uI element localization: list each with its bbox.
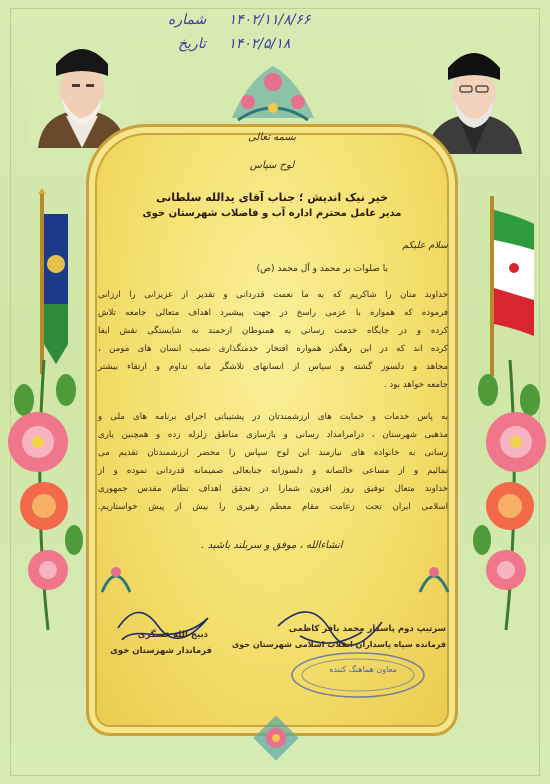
- right-corner-ornament-icon: [414, 556, 454, 600]
- body-line: نمائیم و از مساعی خالصانه و دلسوزانه جنابعالی صمیمانه قدردانی نموده و از: [98, 466, 448, 476]
- salawat: با صلوات بر محمد و آل محمد (ص): [256, 264, 388, 274]
- body-line: مذهبی شهرستان ، درامرامداد رسانی و بازسازی مناطق زلزله زده و همچنین یاری: [98, 430, 448, 440]
- body-line: اسلامی ایران تحت زعامت مقام معظم رهبری را بیش از پیش خواستاریم.: [98, 502, 448, 512]
- recipient-honorific: خیر نیک اندیش ؛ جناب آقای یدالله سلطانی: [155, 191, 389, 204]
- body-line: به پاس خدمات و حمایت های ارزشمندتان در پشتیبانی اجرای برنامه های ملی و: [98, 412, 448, 422]
- top-ornament-icon: [218, 60, 328, 134]
- letter-date-label: تاریخ: [178, 36, 206, 52]
- body-line: جامعه خواهد بود .: [383, 380, 448, 390]
- body-line: رسانی به خانواده های نیازمند این لوح سپاس را محضر ارزشمندتان تقدیم می: [98, 448, 448, 458]
- signature-left-icon: [108, 588, 228, 652]
- greeting: سلام علیکم: [402, 240, 448, 251]
- letter-number-value: ۱۴۰۲/۱۱/۸/۶۶: [228, 12, 311, 28]
- body-line: خداوند منان را شاکریم که به ما نعمت قدردانی و تقدیر از عزیزانی را ارزانی: [98, 290, 448, 300]
- stamp-text: معاون هماهنگ کننده: [329, 665, 397, 674]
- signatory-left-title: فرماندار شهرستان خوی: [110, 646, 212, 656]
- iran-flag-icon: [484, 196, 544, 380]
- letter-date-value: ۱۴۰۲/۵/۱۸: [228, 36, 291, 52]
- signatory-left-name: ذبیح الله عسگری: [137, 630, 208, 640]
- closing-wish: انشاءالله ، موفق و سربلند باشید .: [201, 540, 343, 551]
- recipient-position: مدیر عامل محترم اداره آب و فاضلاب شهرستان خوی: [142, 208, 402, 219]
- signatory-right-title: فرمانده سپاه پاسداران انقلاب اسلامی شهرستان خوی: [231, 640, 446, 649]
- basmala: بسمه تعالی: [247, 132, 297, 143]
- body-line: مجاهد و دلسوز گشته و سپاس از انسانهای تلاشگر مایه تداوم و ارتقاء بیشتر: [98, 362, 448, 372]
- irgc-flag-icon: [14, 194, 74, 378]
- certificate-title: لوح سپاس: [249, 160, 295, 171]
- letter-number: [168, 12, 310, 28]
- body-line: کرده و در جایگاه خدمت رسانی به همنوطان ارجمند به شایستگی نقش ایفا: [98, 326, 448, 336]
- body-line: کرده اند که در این رهگذر همواره افتخار خدمتگذاری نصیب انسان های مومن ،: [98, 344, 448, 354]
- right-flowers-icon: [460, 360, 550, 634]
- bottom-ornament-icon: [246, 708, 306, 772]
- left-flowers-icon: [4, 360, 94, 634]
- signatory-right-name: سرتیپ دوم پاسدار محمد باقر کاظمی: [288, 624, 446, 634]
- letter-date: [178, 36, 290, 52]
- body-line: فرموده که همواره با عزمی راسخ در جهت پیشبرد اهداف متعالی جامعه تلاش: [98, 308, 448, 318]
- letter-number-label: شماره: [168, 12, 207, 28]
- official-stamp-icon: [288, 650, 428, 704]
- body-line: خداوند متعال توفیق روز افزون شمارا در تحقق اهداف نظام مقدس جمهوری: [98, 484, 448, 494]
